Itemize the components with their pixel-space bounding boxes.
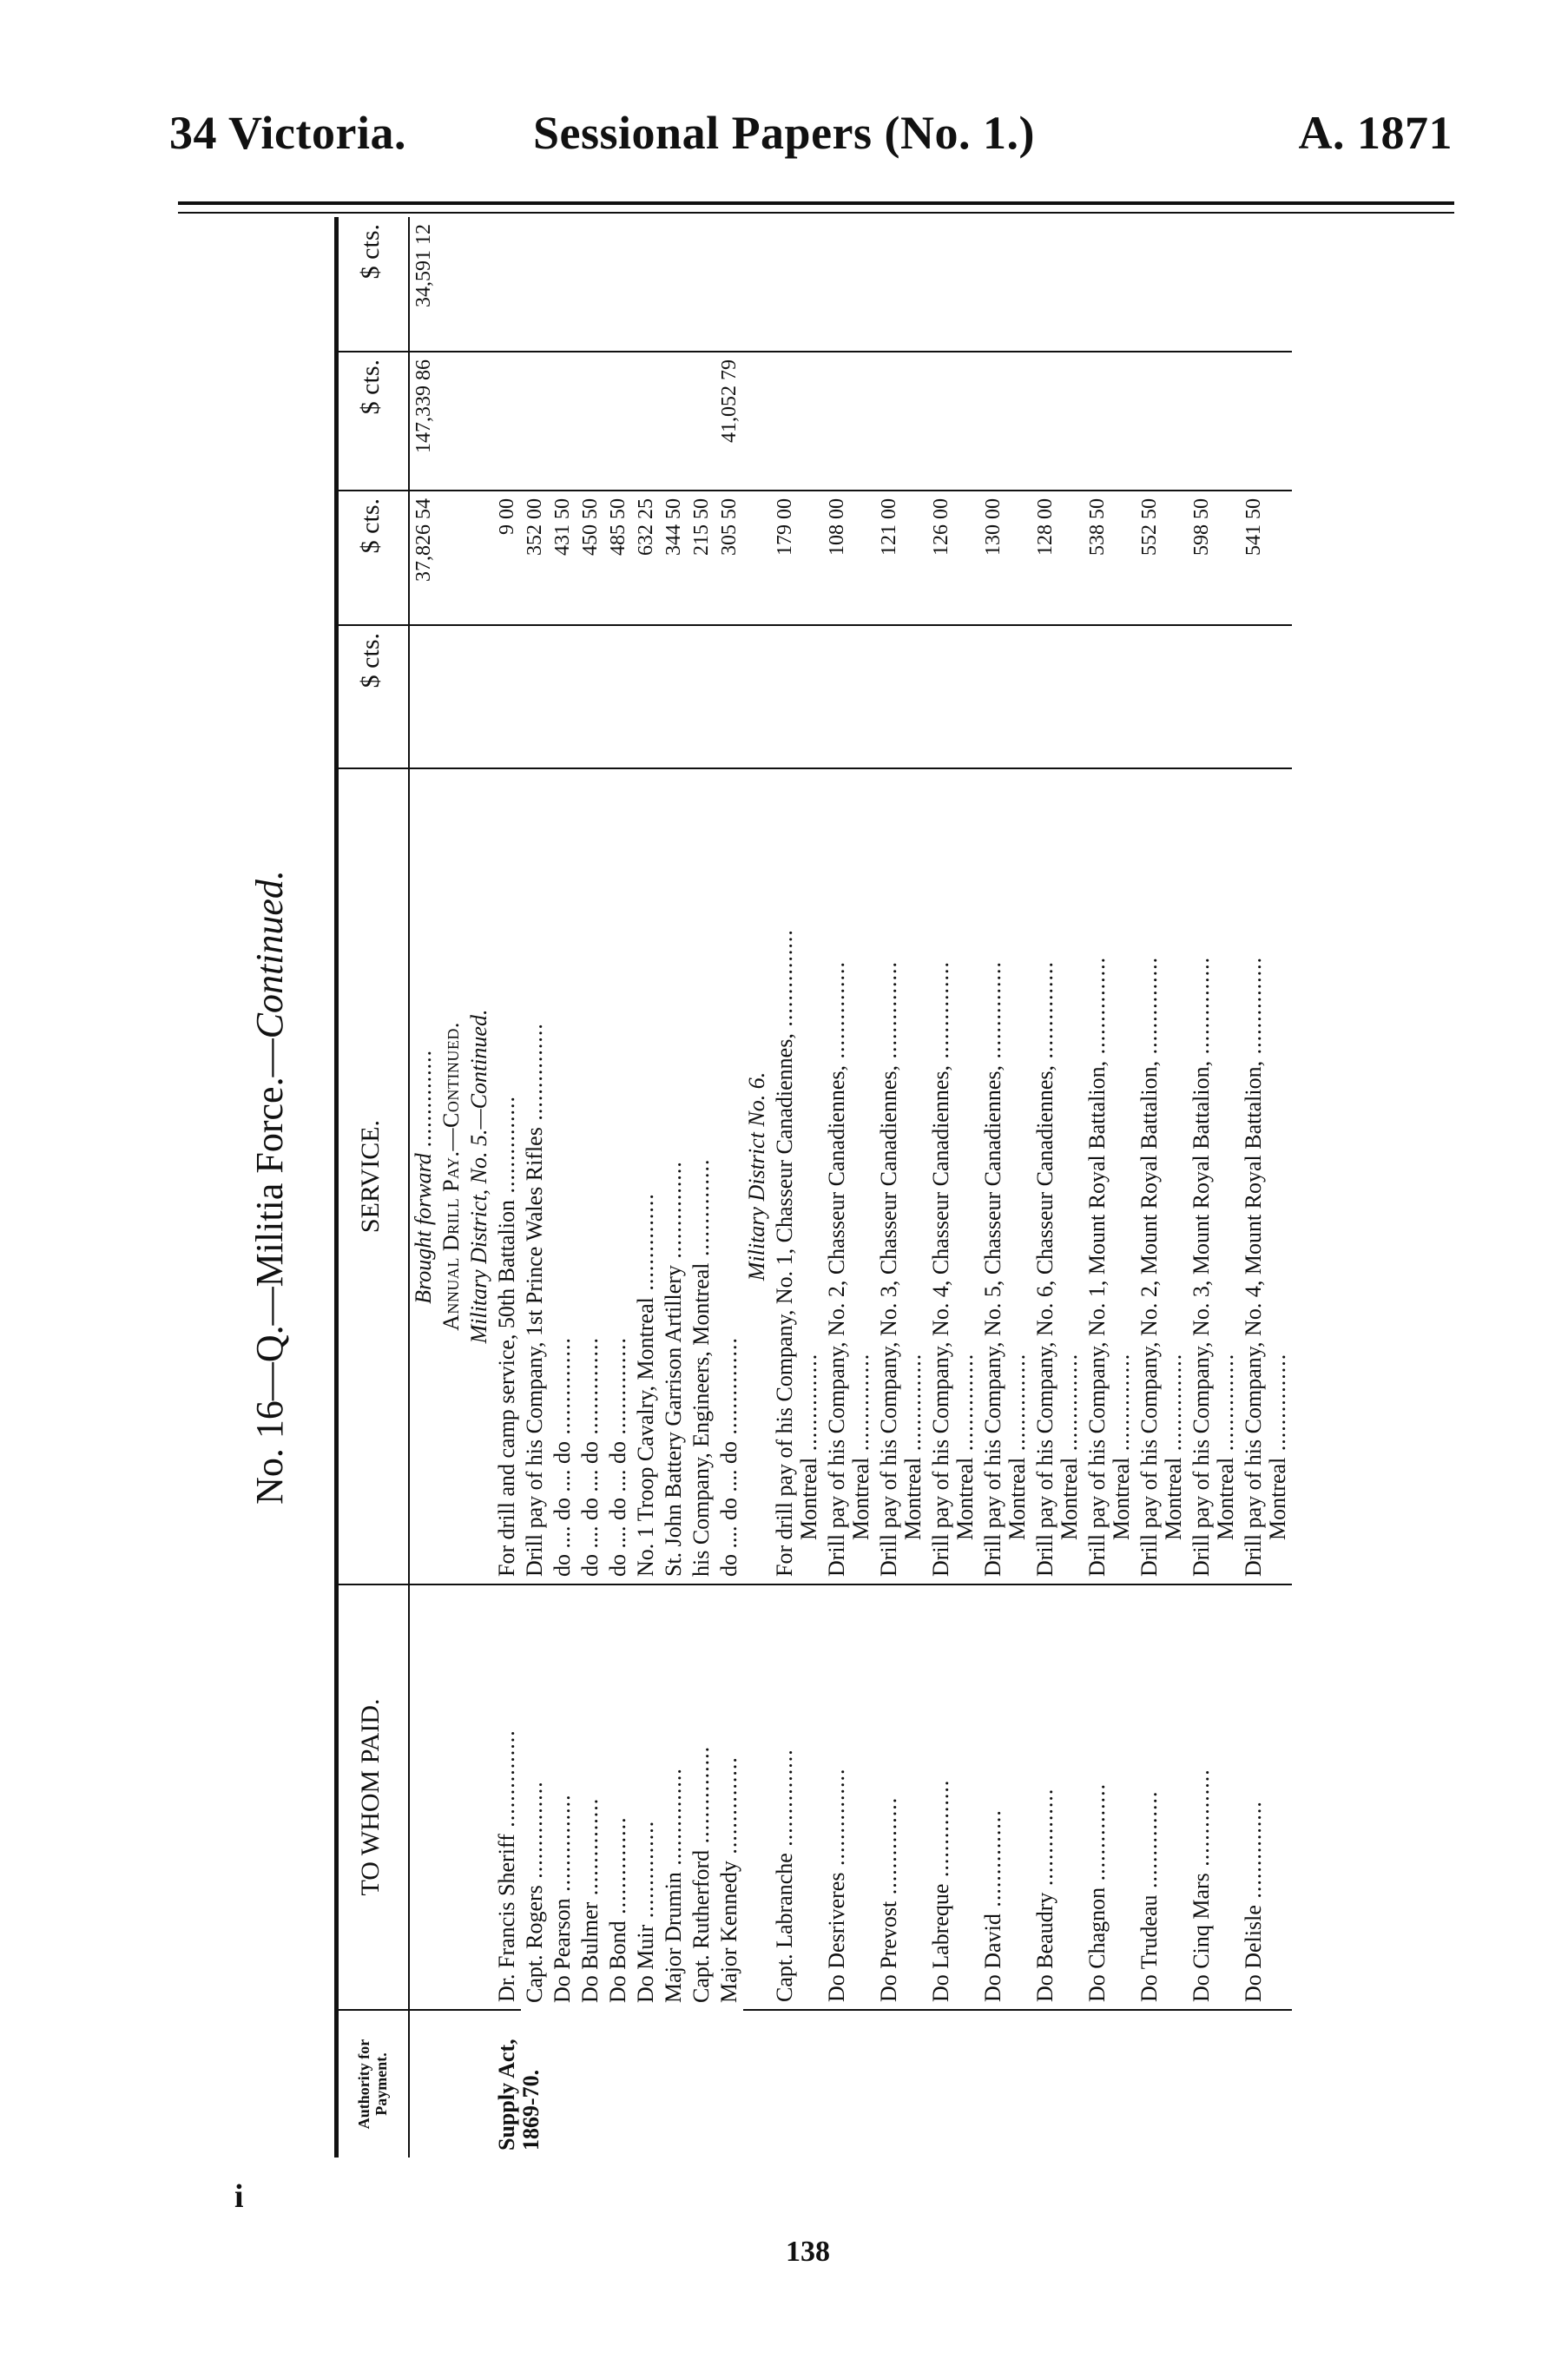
service-line: Drill pay of his Company, No. 2, Mount Royal Battalion, .....	[1137, 776, 1162, 1577]
amount-col1	[1136, 625, 1188, 768]
service-line-cont: Montreal .....	[1162, 776, 1186, 1577]
table-row	[549, 217, 576, 2157]
brought-forward-a4: 34,591 12	[409, 217, 438, 352]
service-description: Drill pay of his Company, 1st Prince Wales Rifles .....	[521, 768, 549, 1584]
amount-value: 9 00	[493, 491, 521, 625]
service-line-cont: Montreal .....	[1266, 776, 1290, 1577]
table-row	[927, 217, 979, 2157]
amount-col1	[549, 625, 576, 768]
table-header-row	[337, 217, 409, 2157]
header-rule-thin	[178, 212, 1454, 214]
amount-col4	[1031, 217, 1084, 352]
service-description	[1031, 768, 1084, 1584]
district-5-subtotal	[493, 352, 521, 491]
authority-cell	[1240, 2010, 1292, 2157]
amount-value: 552 50	[1136, 491, 1188, 625]
table-row	[1031, 217, 1084, 2157]
service-line-cont: Montreal .....	[1005, 776, 1030, 1577]
district-5-heading-row	[465, 217, 493, 2157]
service-line: For drill pay of his Company, No. 1, Chasseur Canadiennes, .....	[773, 776, 797, 1577]
payee-name: Dr. Francis Sheriff .....	[493, 1584, 521, 2010]
service-line-cont: Montreal .....	[953, 776, 978, 1577]
col-to-whom: TO WHOM PAID.	[337, 1584, 409, 2010]
service-description	[771, 768, 823, 1584]
payee-name: Do Bulmer .....	[576, 1584, 604, 2010]
service-line: Drill pay of his Company, No. 6, Chasseur Canadiennes, .....	[1033, 776, 1057, 1577]
district-5-subtotal	[632, 352, 660, 491]
amount-col1	[1031, 625, 1084, 768]
amount-col3	[1188, 352, 1240, 491]
service-line: Drill pay of his Company, No. 4, Mount Royal Battalion, .....	[1242, 776, 1266, 1577]
service-line-cont: Montreal .....	[901, 776, 926, 1577]
amount-col4	[604, 217, 632, 352]
payee-name: Capt. Rutherford .....	[688, 1584, 715, 2010]
amount-value: 485 50	[604, 491, 632, 625]
amount-col1	[927, 625, 979, 768]
table-title-main: No. 16—Q.—Militia Force.—	[248, 1038, 291, 1505]
amount-col3	[771, 352, 823, 491]
amount-value: 344 50	[660, 491, 688, 625]
amount-col1	[660, 625, 688, 768]
amount-value: 126 00	[927, 491, 979, 625]
table-row	[688, 217, 715, 2157]
district-5-subtotal	[688, 352, 715, 491]
district-5-label: Military District, No. 5.—Continued.	[465, 768, 493, 1584]
payee-name: Do Pearson .....	[549, 1584, 576, 2010]
district-6-label: Military District No. 6.	[743, 768, 771, 1584]
payee-name: Major Drumin .....	[660, 1584, 688, 2010]
amount-col1	[875, 625, 927, 768]
table-row	[521, 217, 549, 2157]
amount-value: 215 50	[688, 491, 715, 625]
authority-cell	[875, 2010, 927, 2157]
service-line: Drill pay of his Company, No. 2, Chasseur Canadiennes, .....	[825, 776, 849, 1577]
district-5-rows	[493, 217, 743, 2157]
service-line-cont: Montreal .....	[797, 776, 821, 1577]
payee-name: Do Labreque .....	[927, 1584, 979, 2010]
service-description	[927, 768, 979, 1584]
service-description: For drill and camp service, 50th Battalion .....	[493, 768, 521, 1584]
authority-cell	[1188, 2010, 1240, 2157]
amount-value: 541 50	[1240, 491, 1292, 625]
amount-col1	[771, 625, 823, 768]
header-rule	[178, 201, 1454, 205]
amount-value: 450 50	[576, 491, 604, 625]
payee-name: Capt. Labranche .....	[771, 1584, 823, 2010]
district-5-subtotal	[549, 352, 576, 491]
service-description	[979, 768, 1031, 1584]
authority-cell	[1136, 2010, 1188, 2157]
col-service: SERVICE.	[337, 768, 409, 1584]
service-description	[1240, 768, 1292, 1584]
amount-value: 108 00	[823, 491, 875, 625]
service-line: Drill pay of his Company, No. 1, Mount Royal Battalion, .....	[1085, 776, 1110, 1577]
payee-name: Capt. Rogers .....	[521, 1584, 549, 2010]
amount-col3	[1084, 352, 1136, 491]
district-6-rows	[771, 217, 1292, 2157]
col-amount-4: $ cts.	[337, 217, 409, 352]
table-row	[632, 217, 660, 2157]
service-line: Drill pay of his Company, No. 3, Mount Royal Battalion, .....	[1189, 776, 1214, 1577]
amount-value: 598 50	[1188, 491, 1240, 625]
authority-cell	[1031, 2010, 1084, 2157]
payee-name: Major Kennedy .....	[715, 1584, 743, 2010]
service-line-cont: Montreal .....	[1057, 776, 1082, 1577]
table-row	[1188, 217, 1240, 2157]
table-row	[715, 217, 743, 2157]
amount-col4	[875, 217, 927, 352]
service-description: do .... do .... do .....	[604, 768, 632, 1584]
district-5-subtotal: 41,052 79	[715, 352, 743, 491]
amount-col4	[979, 217, 1031, 352]
amount-col4	[521, 217, 549, 352]
rotated-table-block	[234, 217, 1454, 2157]
amount-col1	[632, 625, 660, 768]
table-row	[604, 217, 632, 2157]
service-line-cont: Montreal .....	[1214, 776, 1238, 1577]
amount-col3	[1240, 352, 1292, 491]
table-row	[493, 217, 521, 2157]
amount-col1	[604, 625, 632, 768]
amount-col1	[1084, 625, 1136, 768]
district-6-heading-row	[743, 217, 771, 2157]
amount-col3	[1031, 352, 1084, 491]
amount-value: 538 50	[1084, 491, 1136, 625]
amount-value: 305 50	[715, 491, 743, 625]
service-line-cont: Montreal .....	[1110, 776, 1134, 1577]
amount-col1	[521, 625, 549, 768]
brought-forward-a3: 147,339 86	[409, 352, 438, 491]
table-row	[875, 217, 927, 2157]
amount-col4	[1240, 217, 1292, 352]
district-5-subtotal	[576, 352, 604, 491]
amount-col1	[688, 625, 715, 768]
authority-cell	[1084, 2010, 1136, 2157]
col-amount-1: $ cts.	[337, 625, 409, 768]
table-title	[247, 217, 292, 2157]
payee-name: Do Bond .....	[604, 1584, 632, 2010]
amount-col4	[715, 217, 743, 352]
payee-name: Do Cinq Mars .....	[1188, 1584, 1240, 2010]
authority-cell	[823, 2010, 875, 2157]
amount-col1	[979, 625, 1031, 768]
service-description: his Company, Engineers, Montreal .....	[688, 768, 715, 1584]
service-description	[1136, 768, 1188, 1584]
amount-col4	[549, 217, 576, 352]
amount-col1	[1240, 625, 1292, 768]
amount-col1	[493, 625, 521, 768]
amount-col4	[1084, 217, 1136, 352]
payee-name: Do Muir .....	[632, 1584, 660, 2010]
service-description: St. John Battery Garrison Artillery .....	[660, 768, 688, 1584]
service-line: Drill pay of his Company, No. 5, Chasseur Canadiennes, .....	[981, 776, 1005, 1577]
service-description	[1188, 768, 1240, 1584]
corner-mark: i	[234, 2178, 244, 2215]
service-line-cont: Montreal .....	[849, 776, 873, 1577]
payee-name: Do Trudeau .....	[1136, 1584, 1188, 2010]
table-row	[771, 217, 823, 2157]
service-line: Drill pay of his Company, No. 3, Chasseur Canadiennes, .....	[877, 776, 901, 1577]
ledger-table	[334, 217, 1292, 2157]
payee-name: Do Beaudry .....	[1031, 1584, 1084, 2010]
amount-col4	[493, 217, 521, 352]
header-center: Sessional Papers (No. 1.)	[533, 107, 1035, 159]
table-row	[1240, 217, 1292, 2157]
service-line: Drill pay of his Company, No. 4, Chasseur Canadiennes, .....	[929, 776, 953, 1577]
amount-col1	[1188, 625, 1240, 768]
service-description: do .... do .... do .....	[715, 768, 743, 1584]
amount-col1	[823, 625, 875, 768]
district-5-subtotal	[604, 352, 632, 491]
brought-forward-row	[409, 217, 438, 2157]
payee-name: Do Prevost .....	[875, 1584, 927, 2010]
amount-col3	[1136, 352, 1188, 491]
amount-value: 431 50	[549, 491, 576, 625]
amount-col1	[576, 625, 604, 768]
service-description	[823, 768, 875, 1584]
amount-col3	[927, 352, 979, 491]
authority-cell	[979, 2010, 1031, 2157]
service-description	[1084, 768, 1136, 1584]
table-row	[576, 217, 604, 2157]
service-description: do .... do .... do .....	[576, 768, 604, 1584]
service-description: No. 1 Troop Cavalry, Montreal .....	[632, 768, 660, 1584]
brought-forward-label: Brought forward .....	[409, 768, 438, 1584]
payee-name: Do David .....	[979, 1584, 1031, 2010]
table-row	[1084, 217, 1136, 2157]
section-heading-row	[438, 217, 465, 2157]
amount-value: 130 00	[979, 491, 1031, 625]
authority-cell	[927, 2010, 979, 2157]
service-description	[875, 768, 927, 1584]
amount-col1	[715, 625, 743, 768]
table-row	[1136, 217, 1188, 2157]
amount-value: 179 00	[771, 491, 823, 625]
amount-col4	[771, 217, 823, 352]
payee-name: Do Desriveres .....	[823, 1584, 875, 2010]
col-authority: Authority for Payment.	[337, 2010, 409, 2157]
amount-col4	[1188, 217, 1240, 352]
amount-value: 128 00	[1031, 491, 1084, 625]
amount-col4	[1136, 217, 1188, 352]
amount-col4	[632, 217, 660, 352]
table-row	[660, 217, 688, 2157]
payee-name: Do Delisle .....	[1240, 1584, 1292, 2010]
amount-value: 352 00	[521, 491, 549, 625]
amount-col4	[688, 217, 715, 352]
authority-supply-act: Supply Act, 1869-70.	[493, 2039, 544, 2151]
payee-name: Do Chagnon .....	[1084, 1584, 1136, 2010]
district-5-subtotal	[521, 352, 549, 491]
amount-value: 121 00	[875, 491, 927, 625]
amount-col4	[576, 217, 604, 352]
header-left: 34 Victoria.	[169, 107, 406, 159]
header-right: A. 1871	[1298, 107, 1453, 159]
brought-forward-a2: 37,826 54	[409, 491, 438, 625]
section-annual-drill-pay: Annual Drill Pay.—Continued.	[438, 768, 465, 1584]
amount-col3	[823, 352, 875, 491]
table-row	[979, 217, 1031, 2157]
service-description: do .... do .... do .....	[549, 768, 576, 1584]
amount-col3	[875, 352, 927, 491]
amount-col3	[979, 352, 1031, 491]
amount-col4	[660, 217, 688, 352]
col-amount-2: $ cts.	[337, 491, 409, 625]
table-title-italic: Continued.	[248, 870, 291, 1039]
amount-col4	[927, 217, 979, 352]
col-amount-3: $ cts.	[337, 352, 409, 491]
district-5-subtotal	[660, 352, 688, 491]
table-row	[823, 217, 875, 2157]
authority-cell	[771, 2010, 823, 2157]
amount-value: 632 25	[632, 491, 660, 625]
amount-col4	[823, 217, 875, 352]
page-number: 138	[786, 2236, 830, 2268]
